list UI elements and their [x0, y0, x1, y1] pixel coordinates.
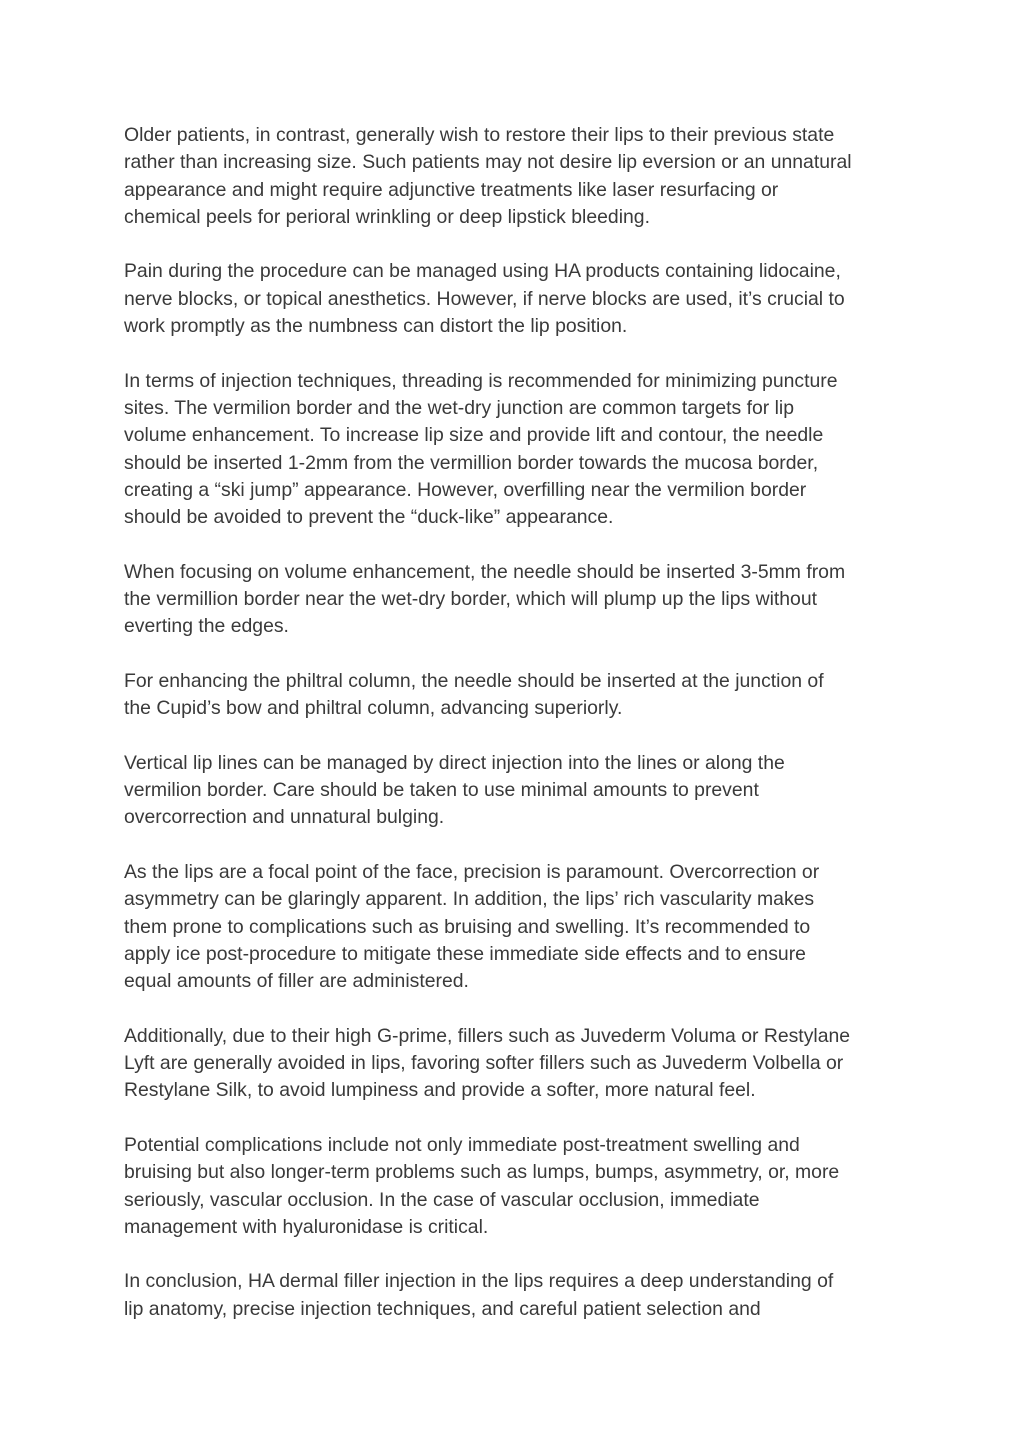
text-line: should be inserted 1-2mm from the vermillion border towards the mucosa border,: [124, 451, 819, 474]
text-line: management with hyaluronidase is critical.: [124, 1215, 489, 1238]
text-line: When focusing on volume enhancement, the needle should be inserted 3-5mm from: [124, 560, 846, 583]
text-line: Vertical lip lines can be managed by direct injection into the lines or along the: [124, 751, 785, 774]
text-line: Lyft are generally avoided in lips, favoring softer fillers such as Juvederm Volbella or: [124, 1052, 844, 1075]
paragraph-injection-techniques: [124, 368, 914, 532]
text-line: the Cupid’s bow and philtral column, advancing superiorly.: [124, 697, 623, 720]
paragraph-filler-selection: [124, 1023, 914, 1105]
text-line: lip anatomy, precise injection techniques, and careful patient selection and: [124, 1297, 761, 1320]
text-line: overcorrection and unnatural bulging.: [124, 806, 445, 829]
paragraph-pain-management: [124, 258, 914, 340]
text-line: appearance and might require adjunctive treatments like laser resurfacing or: [124, 178, 779, 201]
paragraph-vertical-lip-lines: [124, 750, 914, 832]
text-line: volume enhancement. To increase lip size and provide lift and contour, the needle: [124, 424, 824, 447]
paragraph-volume-enhancement: [124, 559, 914, 641]
text-line: equal amounts of filler are administered.: [124, 970, 469, 993]
text-line: apply ice post-procedure to mitigate these immediate side effects and to ensure: [124, 942, 806, 965]
text-line: Potential complications include not only immediate post-treatment swelling and: [124, 1133, 800, 1156]
text-line: chemical peels for perioral wrinkling or deep lipstick bleeding.: [124, 205, 650, 228]
paragraph-older-patients: [124, 122, 914, 231]
text-line: In terms of injection techniques, threading is recommended for minimizing puncture: [124, 369, 838, 392]
text-line: seriously, vascular occlusion. In the case of vascular occlusion, immediate: [124, 1188, 760, 1211]
text-line: rather than increasing size. Such patients may not desire lip eversion or an unnatural: [124, 151, 852, 174]
text-line: Additionally, due to their high G-prime, fillers such as Juvederm Voluma or Restylane: [124, 1024, 851, 1047]
paragraph-conclusion: [124, 1268, 914, 1323]
text-line: creating a “ski jump” appearance. However, overfilling near the vermilion border: [124, 478, 807, 501]
text-line: nerve blocks, or topical anesthetics. However, if nerve blocks are used, it’s crucial to: [124, 287, 845, 310]
paragraph-complications: [124, 1132, 914, 1241]
paragraph-philtral-column: [124, 668, 914, 723]
text-line: In conclusion, HA dermal filler injection in the lips requires a deep understanding of: [124, 1270, 834, 1293]
text-line: vermilion border. Care should be taken to use minimal amounts to prevent: [124, 779, 759, 802]
document-body: [124, 122, 914, 1350]
text-line: the vermillion border near the wet-dry border, which will plump up the lips without: [124, 588, 818, 611]
text-line: As the lips are a focal point of the face, precision is paramount. Overcorrection or: [124, 861, 820, 884]
text-line: Restylane Silk, to avoid lumpiness and provide a softer, more natural feel.: [124, 1079, 756, 1102]
text-line: should be avoided to prevent the “duck-like” appearance.: [124, 506, 614, 529]
text-line: everting the edges.: [124, 615, 289, 638]
text-line: them prone to complications such as bruising and swelling. It’s recommended to: [124, 915, 811, 938]
text-line: sites. The vermilion border and the wet-dry junction are common targets for lip: [124, 396, 794, 419]
text-line: Pain during the procedure can be managed using HA products containing lidocaine,: [124, 260, 841, 283]
paragraph-precision: [124, 859, 914, 995]
text-line: Older patients, in contrast, generally wish to restore their lips to their previous state: [124, 124, 835, 146]
text-line: asymmetry can be glaringly apparent. In addition, the lips’ rich vascularity makes: [124, 888, 815, 911]
text-line: bruising but also longer-term problems such as lumps, bumps, asymmetry, or, more: [124, 1161, 840, 1184]
text-line: For enhancing the philtral column, the needle should be inserted at the junction of: [124, 669, 824, 692]
text-line: work promptly as the numbness can distort the lip position.: [124, 315, 628, 338]
